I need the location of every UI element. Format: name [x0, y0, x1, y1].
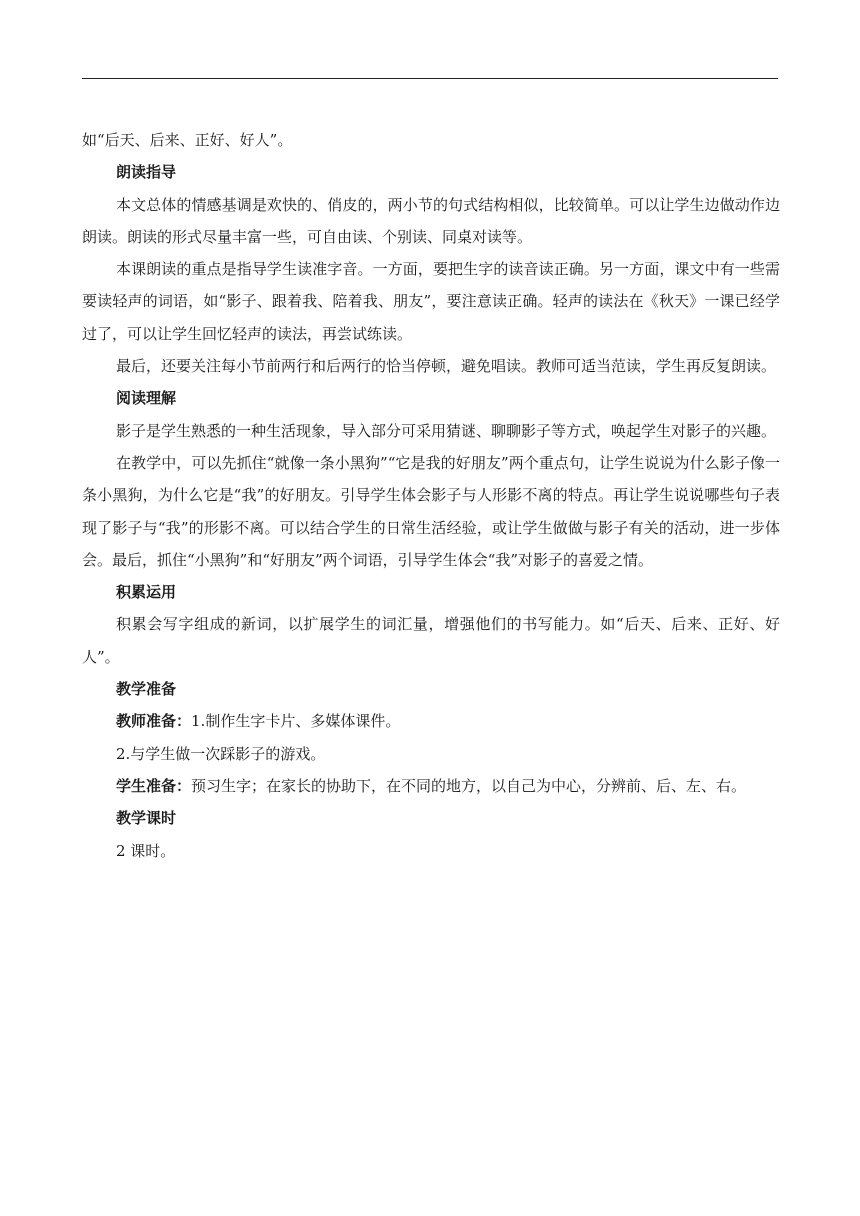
section-heading-reading-comprehension: 阅读理解	[116, 389, 177, 408]
accumulation-paragraph-1: 积累会写字组成的新词，以扩展学生的词汇量，增强他们的书写能力。如“后天、后来、正好、好人”。	[82, 615, 780, 666]
section-heading-class-hours: 教学课时	[116, 809, 177, 828]
student-preparation	[82, 770, 780, 802]
comprehension-paragraph-2: 在教学中，可以先抓住“就像一条小黑狗”“它是我的好朋友”两个重点句，让学生说说为什么影子像一条小黑狗，为什么它是“我”的好朋友。引导学生体会影子与人形影不离的特点。再让学生说说哪些句子表现了影子与“我”的形影不离。可以结合学生的日常生活经验，或让学生做做与影子有关的活动，进一步体会。最后，抓住“小黑狗”和“好朋友”两个词语，引导学生体会“我”对影子的喜爱之情。	[82, 453, 780, 569]
teacher-preparation-item-1: 1.制作生字卡片、多媒体课件。	[191, 712, 401, 731]
student-preparation-text: 预习生字；在家长的协助下，在不同的地方，以自己为中心，分辨前、后、左、右。	[191, 776, 747, 795]
intro-line: 如“后天、后来、正好、好人”。	[82, 131, 293, 149]
reading-guide-paragraph-1: 本文总体的情感基调是欢快的、俏皮的，两小节的句式结构相似，比较简单。可以让学生边做动作边朗读。朗读的形式尽量丰富一些，可自由读、个别读、同桌对读等。	[82, 195, 780, 246]
teacher-preparation-item-2: 2.与学生做一次踩影子的游戏。	[116, 744, 326, 763]
student-preparation-label: 学生准备：	[116, 776, 192, 795]
reading-guide-paragraph-3: 最后，还要关注每小节前两行和后两行的恰当停顿，避免唱读。教师可适当范读，学生再反复朗读。	[116, 357, 777, 376]
header-rule	[82, 78, 778, 79]
class-hours-text: 2 课时。	[116, 841, 176, 860]
section-heading-preparation: 教学准备	[116, 680, 177, 699]
reading-guide-paragraph-2: 本课朗读的重点是指导学生读准字音。一方面，要把生字的读音读正确。另一方面，课文中有一些需要读轻声的词语，如“影子、跟着我、陪着我、朋友”，要注意读正确。轻声的读法在《秋天》一课已经学过了，可以让学生回忆轻声的读法，再尝试练读。	[82, 260, 780, 343]
document-body	[82, 124, 780, 867]
comprehension-paragraph-1: 影子是学生熟悉的一种生活现象，导入部分可采用猜谜、聊聊影子等方式，唤起学生对影子的兴趣。	[116, 421, 777, 440]
teacher-preparation	[82, 705, 780, 737]
section-heading-reading-guide: 朗读指导	[116, 163, 177, 182]
section-heading-accumulation: 积累运用	[116, 583, 177, 602]
teacher-preparation-label: 教师准备：	[116, 712, 192, 731]
